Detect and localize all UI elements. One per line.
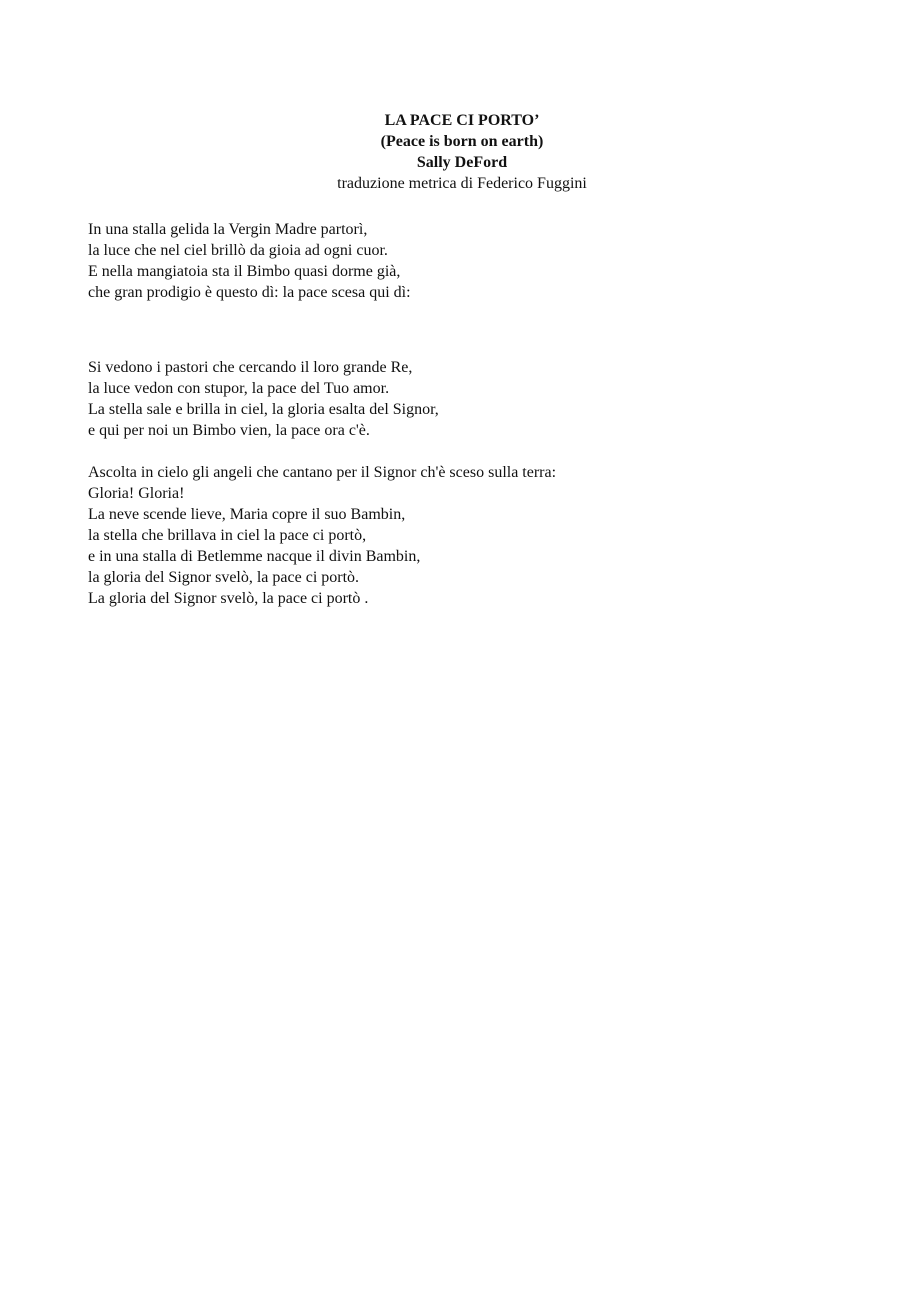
stanza-3 [88, 462, 868, 609]
verse-line: La gloria del Signor svelò, la pace ci portò . [88, 590, 369, 607]
verse-line: Gloria! Gloria! [88, 485, 185, 502]
translation-credit: traduzione metrica di Federico Fuggini [337, 175, 587, 192]
verse-line: La stella sale e brilla in ciel, la gloria esalta del Signor, [88, 401, 439, 418]
verse-line: Si vedono i pastori che cercando il loro grande Re, [88, 359, 413, 376]
verse-line: e qui per noi un Bimbo vien, la pace ora c'è. [88, 422, 370, 439]
verse-line: Ascolta in cielo gli angeli che cantano per il Signor ch'è sceso sulla terra: [88, 464, 557, 481]
verse-line: E nella mangiatoia sta il Bimbo quasi dorme già, [88, 263, 401, 280]
song-title: LA PACE CI PORTO’ [384, 112, 540, 129]
song-original-title: (Peace is born on earth) [380, 133, 544, 150]
stanza-1 [88, 219, 868, 303]
song-author: Sally DeFord [416, 154, 508, 171]
verse-line: la luce vedon con stupor, la pace del Tuo amor. [88, 380, 390, 397]
verse-line: e in una stalla di Betlemme nacque il divin Bambin, [88, 548, 421, 565]
stanza-2 [88, 357, 868, 441]
song-header [0, 110, 924, 194]
verse-line: la stella che brillava in ciel la pace ci portò, [88, 527, 367, 544]
verse-line: che gran prodigio è questo dì: la pace scesa qui dì: [88, 284, 411, 301]
verse-line: La neve scende lieve, Maria copre il suo Bambin, [88, 506, 406, 523]
verse-line: la gloria del Signor svelò, la pace ci portò. [88, 569, 360, 586]
verse-line: la luce che nel ciel brillò da gioia ad ogni cuor. [88, 242, 388, 259]
verse-line: In una stalla gelida la Vergin Madre partorì, [88, 221, 368, 238]
lyrics-body [88, 219, 868, 609]
